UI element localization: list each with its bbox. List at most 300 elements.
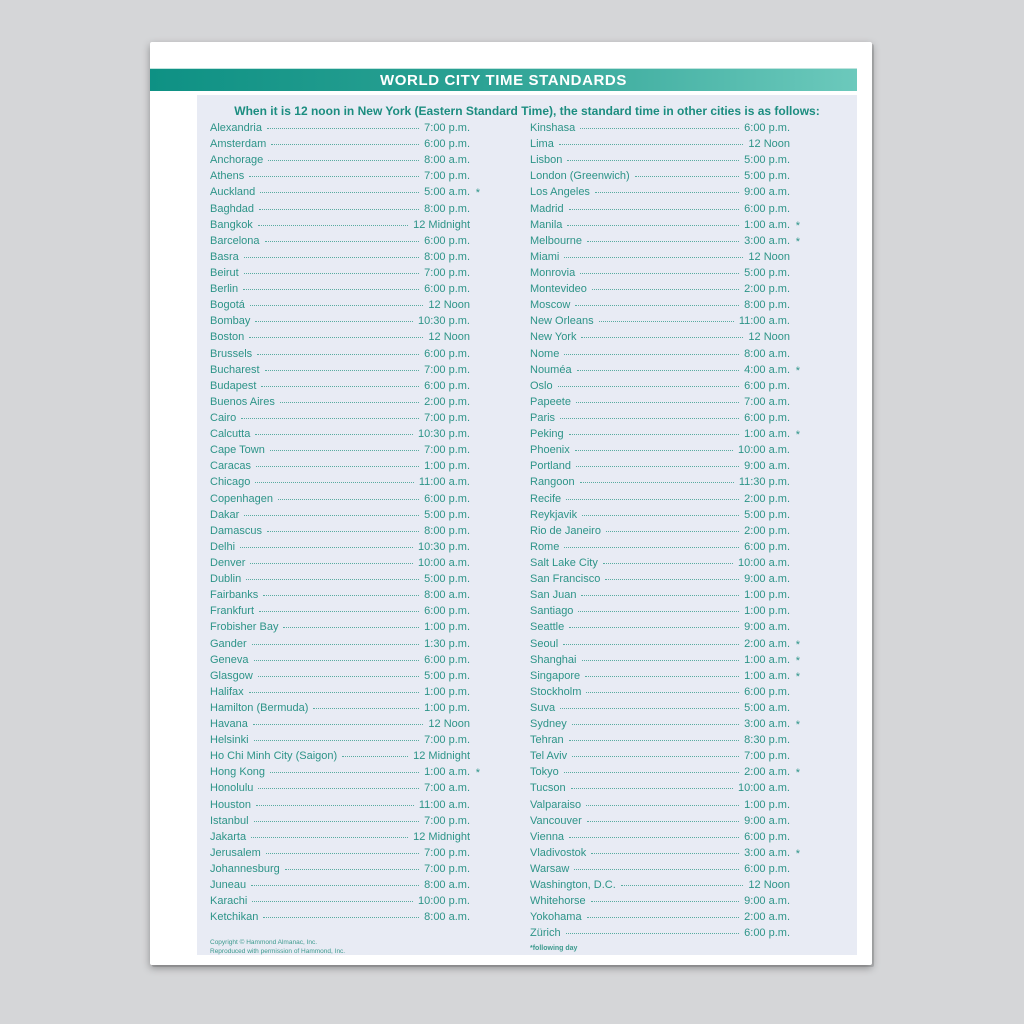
city-name: Vancouver xyxy=(530,814,582,827)
time-row xyxy=(530,283,790,299)
dot-leader xyxy=(244,273,419,274)
time-row xyxy=(210,863,470,879)
city-time: 1:00 a.m. xyxy=(744,218,790,231)
dot-leader xyxy=(560,418,739,419)
time-row xyxy=(530,605,790,621)
dot-leader xyxy=(571,788,733,789)
city-name: New York xyxy=(530,331,577,344)
time-row xyxy=(530,267,790,283)
time-row xyxy=(210,364,470,380)
time-row xyxy=(210,654,470,670)
dot-leader xyxy=(587,917,740,918)
time-row xyxy=(210,122,470,138)
dot-leader xyxy=(259,209,419,210)
time-row xyxy=(210,412,470,428)
time-row xyxy=(210,460,470,476)
city-time: 1:00 p.m. xyxy=(424,621,470,634)
time-row xyxy=(210,541,470,557)
dot-leader xyxy=(569,627,739,628)
dot-leader xyxy=(582,515,739,516)
time-row xyxy=(210,348,470,364)
time-row xyxy=(210,831,470,847)
dot-leader xyxy=(250,563,413,564)
dot-leader xyxy=(258,225,408,226)
city-time: 6:00 p.m. xyxy=(744,202,790,215)
time-row xyxy=(210,444,470,460)
city-name: Vladivostok xyxy=(530,846,587,859)
dot-leader xyxy=(582,660,740,661)
city-name: Calcutta xyxy=(210,428,251,441)
dot-leader xyxy=(270,450,419,451)
dot-leader xyxy=(244,515,419,516)
city-time: 9:00 a.m. xyxy=(744,573,790,586)
city-name: Lisbon xyxy=(530,154,563,167)
dot-leader xyxy=(278,499,419,500)
dot-leader xyxy=(575,450,733,451)
city-time: 10:00 a.m. xyxy=(738,556,790,569)
time-row xyxy=(210,170,470,186)
city-time: 7:00 p.m. xyxy=(424,266,470,279)
city-name: Tucson xyxy=(530,782,566,795)
time-row xyxy=(530,348,790,364)
dot-leader xyxy=(572,724,739,725)
city-name: Reykjavik xyxy=(530,508,578,521)
city-time: 1:00 a.m. xyxy=(744,669,790,682)
dot-leader xyxy=(569,434,740,435)
time-row xyxy=(210,138,470,154)
dot-leader xyxy=(560,708,739,709)
city-time: 8:00 a.m. xyxy=(424,589,470,602)
time-row xyxy=(530,815,790,831)
dot-leader xyxy=(267,128,419,129)
city-time: 1:00 a.m. xyxy=(424,766,470,779)
time-row xyxy=(530,444,790,460)
time-row xyxy=(210,315,470,331)
time-row xyxy=(210,815,470,831)
time-row xyxy=(530,702,790,718)
city-name: Gander xyxy=(210,637,247,650)
time-row xyxy=(530,782,790,798)
city-time: 6:00 p.m. xyxy=(744,927,790,940)
time-row xyxy=(530,589,790,605)
city-name: Boston xyxy=(210,331,245,344)
city-time: 12 Noon xyxy=(428,299,470,312)
dot-leader xyxy=(258,788,419,789)
time-table-panel xyxy=(197,95,857,955)
city-time: 1:30 p.m. xyxy=(424,637,470,650)
city-name: Bangkok xyxy=(210,218,253,231)
time-row xyxy=(530,927,790,943)
city-name: Frankfurt xyxy=(210,605,255,618)
city-time: 12 Noon xyxy=(748,138,790,151)
dot-leader xyxy=(268,160,419,161)
time-row xyxy=(530,879,790,895)
next-day-asterisk: * xyxy=(795,847,800,860)
time-row xyxy=(530,541,790,557)
city-name: Amsterdam xyxy=(210,138,267,151)
dot-leader xyxy=(252,901,413,902)
next-day-asterisk: * xyxy=(795,429,800,442)
time-row xyxy=(210,428,470,444)
city-name: Sydney xyxy=(530,718,567,731)
city-name: Auckland xyxy=(210,186,256,199)
time-row xyxy=(210,396,470,412)
dot-leader xyxy=(280,402,419,403)
city-time: 7:00 p.m. xyxy=(424,444,470,457)
time-row xyxy=(210,782,470,798)
city-name: Geneva xyxy=(210,653,249,666)
city-time: 7:00 p.m. xyxy=(424,122,470,134)
dot-leader xyxy=(254,821,420,822)
title-bar xyxy=(150,68,857,91)
city-name: Anchorage xyxy=(210,154,264,167)
dot-leader xyxy=(251,885,419,886)
city-name: Shanghai xyxy=(530,653,577,666)
next-day-asterisk: * xyxy=(795,654,800,667)
dot-leader xyxy=(569,837,739,838)
time-row xyxy=(530,476,790,492)
dot-leader xyxy=(581,337,743,338)
city-name: Dakar xyxy=(210,508,240,521)
city-name: Fairbanks xyxy=(210,589,259,602)
city-time: 10:00 a.m. xyxy=(738,444,790,457)
time-row xyxy=(210,670,470,686)
city-name: Whitehorse xyxy=(530,895,586,908)
city-name: Phoenix xyxy=(530,444,570,457)
city-time: 12 Noon xyxy=(428,331,470,344)
time-row xyxy=(210,750,470,766)
city-name: Beirut xyxy=(210,266,239,279)
city-name: Chicago xyxy=(210,476,251,489)
city-time: 1:00 p.m. xyxy=(744,589,790,602)
city-name: Santiago xyxy=(530,605,574,618)
dot-leader xyxy=(580,128,739,129)
dot-leader xyxy=(249,692,420,693)
time-row xyxy=(210,879,470,895)
time-row xyxy=(210,621,470,637)
city-time: 2:00 p.m. xyxy=(744,492,790,505)
dot-leader xyxy=(252,644,419,645)
dot-leader xyxy=(558,386,740,387)
city-name: Baghdad xyxy=(210,202,255,215)
time-row xyxy=(530,396,790,412)
dot-leader xyxy=(253,724,423,725)
city-time: 11:00 a.m. xyxy=(418,798,470,811)
next-day-asterisk: * xyxy=(475,767,480,780)
document-page xyxy=(150,42,872,965)
city-time: 5:00 p.m. xyxy=(424,669,470,682)
city-time: 11:00 a.m. xyxy=(738,315,790,328)
dot-leader xyxy=(591,853,739,854)
time-row xyxy=(210,895,470,911)
time-row xyxy=(530,734,790,750)
time-row xyxy=(530,299,790,315)
next-day-asterisk: * xyxy=(795,364,800,377)
city-time: 3:00 a.m. xyxy=(744,846,790,859)
dot-leader xyxy=(266,853,419,854)
dot-leader xyxy=(605,579,739,580)
time-row xyxy=(530,460,790,476)
city-name: Johannesburg xyxy=(210,863,280,876)
time-row xyxy=(530,331,790,347)
dot-leader xyxy=(574,869,739,870)
city-name: Peking xyxy=(530,428,564,441)
city-name: Lima xyxy=(530,138,554,151)
city-time: 6:00 p.m. xyxy=(424,283,470,296)
time-row xyxy=(210,203,470,219)
city-name: Jerusalem xyxy=(210,846,261,859)
city-time: 11:30 p.m. xyxy=(738,476,790,489)
city-name: Havana xyxy=(210,718,248,731)
time-row xyxy=(210,734,470,750)
city-name: Tel Aviv xyxy=(530,750,568,763)
dot-leader xyxy=(575,305,739,306)
city-time: 7:00 p.m. xyxy=(744,750,790,763)
time-row xyxy=(210,638,470,654)
dot-leader xyxy=(283,627,419,628)
dot-leader xyxy=(258,676,419,677)
city-time: 12 Noon xyxy=(748,250,790,263)
time-row xyxy=(210,589,470,605)
city-name: Manila xyxy=(530,218,563,231)
dot-leader xyxy=(251,837,408,838)
copyright-line-2: Reproduced with permission of Hammond, Inc. xyxy=(210,948,346,956)
time-row xyxy=(210,686,470,702)
city-name: Denver xyxy=(210,556,246,569)
time-row xyxy=(210,154,470,170)
time-row xyxy=(530,895,790,911)
city-name: London (Greenwich) xyxy=(530,170,630,183)
city-name: Paris xyxy=(530,411,556,424)
city-name: Buenos Aires xyxy=(210,395,275,408)
city-name: Tokyo xyxy=(530,766,559,779)
time-row xyxy=(210,911,470,927)
dot-leader xyxy=(569,740,740,741)
city-name: Monrovia xyxy=(530,266,576,279)
dot-leader xyxy=(586,692,739,693)
dot-leader xyxy=(342,756,408,757)
dot-leader xyxy=(254,740,420,741)
city-time: 10:00 p.m. xyxy=(418,895,470,908)
city-name: Nouméa xyxy=(530,363,572,376)
dot-leader xyxy=(257,354,419,355)
time-row xyxy=(210,525,470,541)
city-name: New Orleans xyxy=(530,315,594,328)
time-row xyxy=(530,799,790,815)
city-time: 12 Midnight xyxy=(413,218,470,231)
dot-leader xyxy=(254,660,420,661)
city-name: Delhi xyxy=(210,540,236,553)
dot-leader xyxy=(564,547,739,548)
time-row xyxy=(210,557,470,573)
city-time: 5:00 a.m. xyxy=(744,701,790,714)
city-name: Vienna xyxy=(530,830,565,843)
city-time: 6:00 p.m. xyxy=(424,234,470,247)
city-time: 6:00 p.m. xyxy=(424,605,470,618)
city-time: 6:00 p.m. xyxy=(424,347,470,360)
time-row xyxy=(530,203,790,219)
city-name: Cairo xyxy=(210,411,237,424)
time-row xyxy=(530,412,790,428)
city-name: Honolulu xyxy=(210,782,254,795)
time-row xyxy=(210,219,470,235)
city-name: Copenhagen xyxy=(210,492,274,505)
city-time: 12 Midnight xyxy=(413,830,470,843)
time-row xyxy=(210,299,470,315)
dot-leader xyxy=(599,321,734,322)
time-row xyxy=(210,493,470,509)
city-time: 8:00 p.m. xyxy=(424,202,470,215)
time-row xyxy=(530,363,800,380)
city-time: 10:00 a.m. xyxy=(738,782,790,795)
city-time: 6:00 p.m. xyxy=(744,379,790,392)
time-row xyxy=(530,846,800,863)
city-time: 6:00 p.m. xyxy=(424,492,470,505)
dot-leader xyxy=(591,901,740,902)
city-time: 10:30 p.m. xyxy=(418,540,470,553)
dot-leader xyxy=(564,354,739,355)
city-name: Moscow xyxy=(530,299,571,312)
time-row xyxy=(530,122,790,138)
city-name: Helsinki xyxy=(210,734,249,747)
city-name: Stockholm xyxy=(530,685,582,698)
dot-leader xyxy=(249,176,419,177)
city-name: San Francisco xyxy=(530,573,601,586)
city-time: 6:00 p.m. xyxy=(744,540,790,553)
dot-leader xyxy=(261,386,419,387)
city-name: Suva xyxy=(530,701,556,714)
page-title: WORLD CITY TIME STANDARDS xyxy=(380,71,627,89)
following-day-footnote: *following day xyxy=(530,945,578,952)
city-name: Rangoon xyxy=(530,476,575,489)
city-name: Hong Kong xyxy=(210,766,266,779)
city-time: 8:00 p.m. xyxy=(744,299,790,312)
time-row xyxy=(210,380,470,396)
city-name: Basra xyxy=(210,250,239,263)
city-time: 6:00 p.m. xyxy=(424,138,470,151)
dot-leader xyxy=(559,144,744,145)
city-time: 7:00 p.m. xyxy=(424,170,470,183)
time-row xyxy=(530,766,800,782)
dot-leader xyxy=(635,176,739,177)
next-day-asterisk: * xyxy=(795,767,800,780)
time-row xyxy=(210,283,470,299)
city-time: 11:00 a.m. xyxy=(418,476,470,489)
time-row xyxy=(530,525,790,541)
city-time: 8:00 p.m. xyxy=(424,524,470,537)
city-time: 5:00 a.m. xyxy=(424,186,470,199)
city-time: 7:00 p.m. xyxy=(424,411,470,424)
city-name: Rome xyxy=(530,540,560,553)
dot-leader xyxy=(270,772,419,773)
city-name: Bombay xyxy=(210,315,251,328)
dot-leader xyxy=(250,305,424,306)
city-time: 6:00 p.m. xyxy=(744,830,790,843)
next-day-asterisk: * xyxy=(475,187,480,200)
city-time: 1:00 p.m. xyxy=(744,798,790,811)
city-time: 8:00 p.m. xyxy=(424,250,470,263)
dot-leader xyxy=(313,708,419,709)
dot-leader xyxy=(263,595,419,596)
city-name: Singapore xyxy=(530,669,581,682)
dot-leader xyxy=(585,676,739,677)
city-name: Dublin xyxy=(210,573,242,586)
time-column-left xyxy=(210,122,480,927)
time-row xyxy=(530,428,800,444)
city-time: 7:00 p.m. xyxy=(424,814,470,827)
city-time: 10:00 a.m. xyxy=(418,556,470,569)
time-row xyxy=(530,621,790,637)
city-time: 2:00 p.m. xyxy=(744,283,790,296)
city-name: Warsaw xyxy=(530,863,570,876)
city-time: 1:00 p.m. xyxy=(744,605,790,618)
dot-leader xyxy=(265,370,420,371)
time-row xyxy=(530,637,800,654)
time-row xyxy=(530,911,790,927)
time-row xyxy=(210,331,470,347)
city-name: Miami xyxy=(530,250,560,263)
city-time: 9:00 a.m. xyxy=(744,895,790,908)
city-time: 1:00 a.m. xyxy=(744,428,790,441)
dot-leader xyxy=(255,321,413,322)
city-name: Bogotá xyxy=(210,299,245,312)
city-name: Bucharest xyxy=(210,363,260,376)
city-name: Glasgow xyxy=(210,669,253,682)
city-name: Damascus xyxy=(210,524,262,537)
city-name: Halifax xyxy=(210,685,244,698)
city-name: Recife xyxy=(530,492,562,505)
city-name: Oslo xyxy=(530,379,553,392)
time-row xyxy=(210,267,470,283)
city-time: 6:00 p.m. xyxy=(424,379,470,392)
dot-leader xyxy=(563,644,739,645)
city-name: Yokohama xyxy=(530,911,582,924)
city-name: Barcelona xyxy=(210,234,260,247)
time-row xyxy=(530,380,790,396)
dot-leader xyxy=(256,466,419,467)
city-name: Montevideo xyxy=(530,283,587,296)
time-row xyxy=(530,509,790,525)
dot-leader xyxy=(255,434,413,435)
city-time: 5:00 p.m. xyxy=(424,508,470,521)
city-time: 8:00 a.m. xyxy=(424,154,470,167)
dot-leader xyxy=(259,611,419,612)
dot-leader xyxy=(587,821,739,822)
city-time: 4:00 a.m. xyxy=(744,363,790,376)
dot-leader xyxy=(572,756,739,757)
dot-leader xyxy=(578,611,739,612)
city-name: Frobisher Bay xyxy=(210,621,279,634)
city-name: Alexandria xyxy=(210,122,262,134)
city-time: 1:00 p.m. xyxy=(424,701,470,714)
dot-leader xyxy=(255,482,413,483)
dot-leader xyxy=(621,885,744,886)
city-time: 5:00 p.m. xyxy=(744,508,790,521)
time-row xyxy=(530,154,790,170)
city-time: 5:00 p.m. xyxy=(744,170,790,183)
city-time: 12 Noon xyxy=(748,331,790,344)
city-time: 2:00 p.m. xyxy=(744,524,790,537)
city-time: 2:00 a.m. xyxy=(744,911,790,924)
city-name: Tehran xyxy=(530,734,564,747)
next-day-asterisk: * xyxy=(795,235,800,248)
dot-leader xyxy=(566,933,740,934)
time-column-right xyxy=(530,122,800,944)
city-name: San Juan xyxy=(530,589,577,602)
dot-leader xyxy=(566,499,739,500)
city-time: 12 Midnight xyxy=(413,750,470,763)
dot-leader xyxy=(606,531,739,532)
